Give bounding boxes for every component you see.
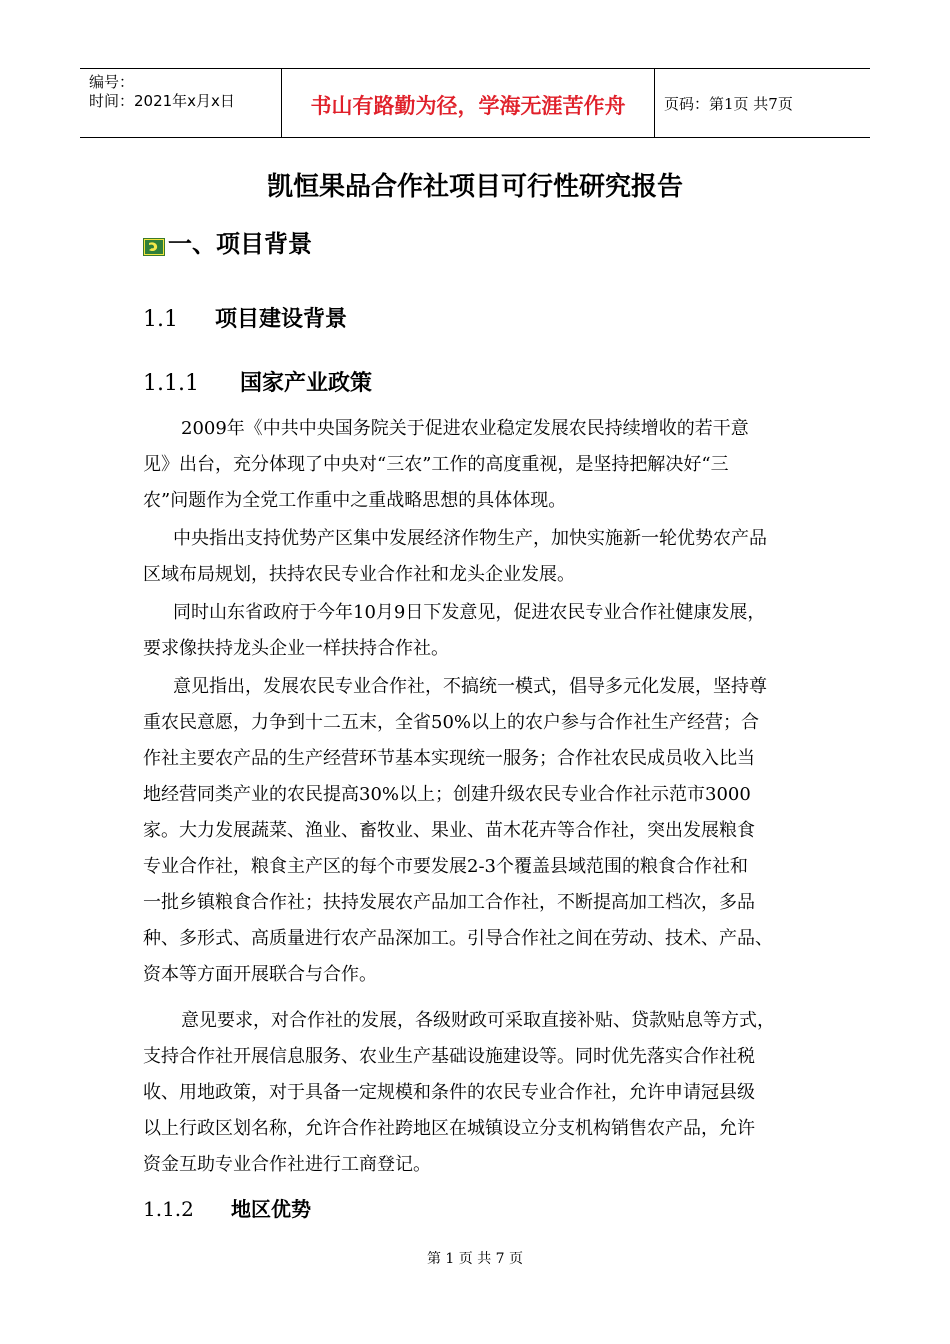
paragraph-line: 重农民意愿，力争到十二五末，全省50%以上的农户参与合作社生产经营；合 — [143, 712, 760, 733]
paragraph-line: 家。大力发展蔬菜、渔业、畜牧业、果业、苗木花卉等合作社，突出发展粮食 — [143, 820, 755, 841]
paragraph-line: 作社主要农产品的生产经营环节基本实现统一服务；合作社农民成员收入比当 — [143, 748, 755, 769]
paragraph-line: 意见要求，对合作社的发展，各级财政可采取直接补贴、贷款贴息等方式， — [181, 1010, 775, 1031]
section-heading-1-1-2 — [143, 1193, 311, 1222]
section-heading-text: 地区优势 — [231, 1197, 311, 1221]
paragraph-1 — [143, 411, 818, 519]
header-right-cell — [654, 69, 870, 137]
paragraph-2 — [143, 521, 818, 593]
section-number: 1.1.1 — [143, 371, 199, 396]
section-number: 1.1 — [143, 307, 178, 332]
paragraph-5 — [143, 1003, 818, 1183]
section-heading-text: 国家产业政策 — [240, 370, 373, 396]
paragraph-line: 区域布局规划，扶持农民专业合作社和龙头企业发展。 — [143, 564, 575, 585]
page-footer: 第 1 页 共 7 页 — [426, 1251, 524, 1267]
document-number-label: 编号： — [89, 73, 135, 91]
section-number: 1.1.2 — [143, 1197, 194, 1221]
paragraph-line: 农”问题作为全党工作重中之重战略思想的具体体现。 — [143, 490, 567, 511]
paragraph-line: 一批乡镇粮食合作社；扶持发展农产品加工合作社，不断提高加工档次，多品 — [143, 892, 755, 913]
page-header — [80, 68, 870, 138]
section-heading-1-1 — [143, 302, 347, 333]
section-heading-1-text: 一、项目背景 — [168, 229, 312, 258]
paragraph-line: 意见指出，发展农民专业合作社，不搞统一模式，倡导多元化发展，坚持尊 — [173, 676, 767, 697]
paragraph-3 — [143, 595, 818, 667]
paragraph-line: 支持合作社开展信息服务、农业生产基础设施建设等。同时优先落实合作社税 — [143, 1046, 755, 1067]
paragraph-line: 要求像扶持龙头企业一样扶持合作社。 — [143, 638, 449, 659]
paragraph-line: 见》出台，充分体现了中央对“三农”工作的高度重视，是坚持把解决好“三 — [143, 454, 729, 475]
paragraph-line: 2009年《中共中央国务院关于促进农业稳定发展农民持续增收的若干意 — [181, 418, 749, 439]
paragraph-line: 种、多形式、高质量进行农产品深加工。引导合作社之间在劳动、技术、产品、 — [143, 928, 773, 949]
paragraph-line: 资本等方面开展联合与合作。 — [143, 964, 377, 985]
paragraph-line: 同时山东省政府于今年10月9日下发意见，促进农民专业合作社健康发展， — [173, 602, 766, 623]
header-left-cell — [80, 69, 281, 137]
paragraph-line: 中央指出支持优势产区集中发展经济作物生产，加快实施新一轮优势农产品 — [173, 528, 767, 549]
document-title: 凯恒果品合作社项目可行性研究报告 — [266, 172, 683, 202]
header-motto: 书山有路勤为径，学海无涯苦作舟 — [310, 93, 626, 118]
paragraph-4 — [143, 669, 818, 993]
header-page-info: 页码：第1页 共7页 — [664, 95, 793, 113]
paragraph-line: 资金互助专业合作社进行工商登记。 — [143, 1154, 431, 1175]
section-bullet-icon — [143, 233, 165, 251]
paragraph-line: 专业合作社，粮食主产区的每个市要发展2-3个覆盖县域范围的粮食合作社和 — [143, 856, 748, 877]
section-heading-1 — [143, 224, 312, 259]
paragraph-line: 地经营同类产业的农民提高30%以上；创建升级农民专业合作社示范市3000 — [143, 784, 751, 805]
document-date-label: 时间：2021年x月x日 — [89, 92, 235, 110]
paragraph-line: 以上行政区划名称，允许合作社跨地区在城镇设立分支机构销售农产品，允许 — [143, 1118, 755, 1139]
section-heading-1-1-1 — [143, 366, 372, 397]
header-middle-cell — [281, 69, 655, 137]
section-heading-text: 项目建设背景 — [215, 306, 348, 332]
paragraph-line: 收、用地政策，对于具备一定规模和条件的农民专业合作社，允许申请冠县级 — [143, 1082, 755, 1103]
